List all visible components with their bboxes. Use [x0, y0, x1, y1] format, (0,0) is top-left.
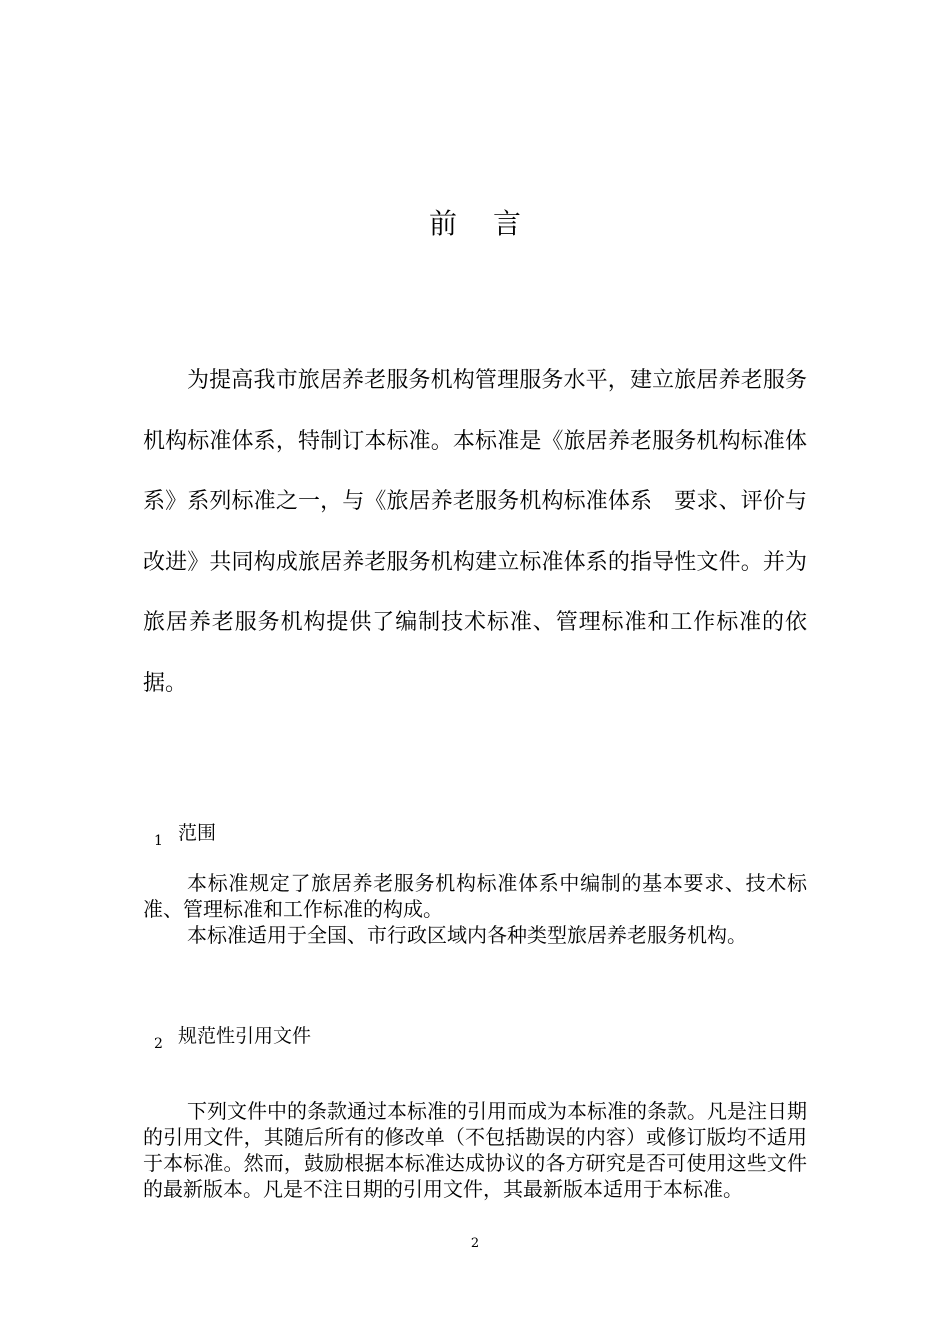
section-title: 规范性引用文件 — [178, 1025, 312, 1047]
scope-paragraph-1: 本标准规定了旅居养老服务机构标准体系中编制的基本要求、技术标准、管理标准和工作标准的构成。 — [143, 871, 807, 921]
foreword-paragraph: 为提高我市旅居养老服务机构管理服务水平，建立旅居养老服务机构标准体系，特制订本标准。本标准是《旅居养老服务机构标准体系》系列标准之一，与《旅居养老服务机构标准体系 要求、评价与改进》共同构成旅居养老服务机构建立标准体系的指导性文件。并为旅居养老服务机构提供了编制技术标准、管理标准和工作标准的依据。 — [143, 368, 807, 696]
section-2-heading — [150, 1021, 312, 1052]
section-number: 1 — [154, 833, 163, 849]
section-title: 范围 — [178, 822, 217, 844]
references-paragraph: 下列文件中的条款通过本标准的引用而成为本标准的条款。凡是注日期的引用文件，其随后所有的修改单（不包括勘误的内容）或修订版均不适用于本标准。然而，鼓励根据本标准达成协议的各方研究是否可使用这些文件的最新版本。凡是不注日期的引用文件，其最新版本适用于本标准。 — [143, 1099, 807, 1201]
section-number: 2 — [154, 1036, 163, 1052]
page-title: 前言 — [428, 207, 557, 240]
scope-paragraph-2: 本标准适用于全国、市行政区域内各种类型旅居养老服务机构。 — [187, 923, 747, 947]
page-number: 2 — [470, 1236, 480, 1251]
section-1-heading — [150, 818, 217, 849]
